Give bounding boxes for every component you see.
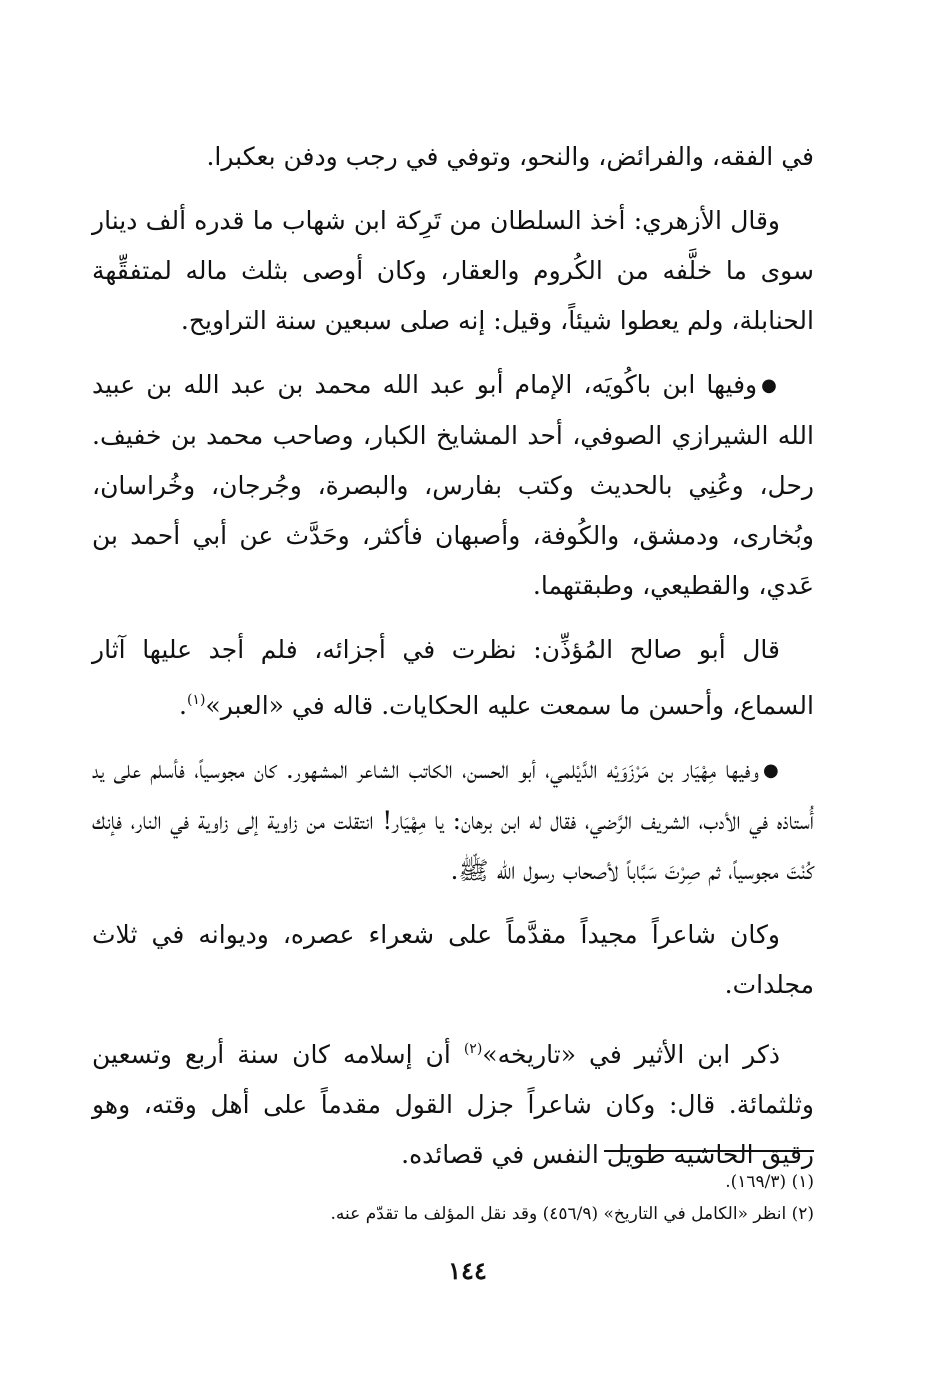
paragraph-text: قال أبو صالح المُؤذِّن: نظرت في أجزائه، فلم أجد عليها آثار السماع، وأحسن ما سمعت عليه الحكايات. قاله في «العبر» bbox=[92, 635, 814, 720]
page-number: ١٤٤ bbox=[448, 1256, 487, 1285]
footnote-1: (١) (١٦٩/٣). bbox=[725, 1172, 814, 1192]
paragraph-ibn-athir bbox=[92, 1024, 814, 1180]
paragraph-text: أن إسلامه كان سنة أربع وتسعين وثلثمائة. قال: وكان شاعراً جزل القول مقدماً على أهل وقته، وهو رقيق الحاشية طويل النفس في قصائده. bbox=[92, 1040, 814, 1169]
footnote-ref[interactable]: (٢) bbox=[463, 1041, 483, 1057]
bullet-icon: ● bbox=[761, 375, 780, 396]
paragraph-continuation: في الفقه، والفرائض، والنحو، وتوفي في رجب ودفن بعكبرا. bbox=[206, 142, 814, 171]
paragraph-mihyar bbox=[92, 745, 814, 896]
paragraph-text: ذكر ابن الأثير في «تاريخه» bbox=[482, 1040, 780, 1069]
paragraph-ibn-bakuyah bbox=[92, 360, 814, 611]
footnote-ref[interactable]: (١) bbox=[186, 692, 206, 708]
paragraph-abu-salih bbox=[92, 625, 814, 731]
footnote-divider bbox=[604, 1150, 814, 1152]
paragraph-azhari: وقال الأزهري: أخذ السلطان من تَرِكة ابن شهاب ما قدره ألف دينار سوى ما خلَّفه من الكُروم والعقار، وكان أوصى بثلث ماله لمتفقِّهة الحنابلة، ولم يعطوا شيئاً، وقيل: إنه صلى سبعين سنة التراويح. bbox=[92, 206, 814, 335]
footnotes bbox=[114, 1166, 814, 1230]
paragraph-text: وفيها مِهْيَار بن مَرْزَوَيْه الدَّيْلمي، أبو الحسن، الكاتب الشاعر المشهور. كان مجوسياً، فأسلم على يد أُستاذه في الأدب، الشريف الرَّضي، فقال له ابن برهان: يا مِهْيَار! انتقلت من زاوية إلى زاوية في النار، فإنك كُنْتَ مجوسياً، ثم صِرْتَ سَبَّاباً لأصحاب رسول الله ﷺ. bbox=[92, 755, 814, 885]
paragraph-text: وفيها ابن باكُويَه، الإمام أبو عبد الله محمد بن عبد الله بن عبيد الله الشيرازي الصوفي، أحد المشايخ الكبار، وصاحب محمد بن خفيف. رحل، وعُنِي بالحديث وكتب بفارس، والبصرة، وجُرجان، وخُراسان، وبُخارى، ودمشق، والكُوفة، وأصبهان فأكثر، وحَدَّث عن أبي أحمد بن عَدي، والقطيعي، وطبقتهما. bbox=[92, 370, 814, 600]
paragraph-text: . bbox=[179, 691, 187, 720]
paragraph-poet: وكان شاعراً مجيداً مقدَّماً على شعراء عصره، وديوانه في ثلاث مجلدات. bbox=[92, 920, 814, 999]
page-body bbox=[92, 132, 814, 1194]
bullet-icon: ● bbox=[762, 760, 780, 781]
footnote-2: (٢) انظر «الكامل في التاريخ» (٤٥٦/٩) وقد نقل المؤلف ما تقدّم عنه. bbox=[330, 1204, 814, 1224]
